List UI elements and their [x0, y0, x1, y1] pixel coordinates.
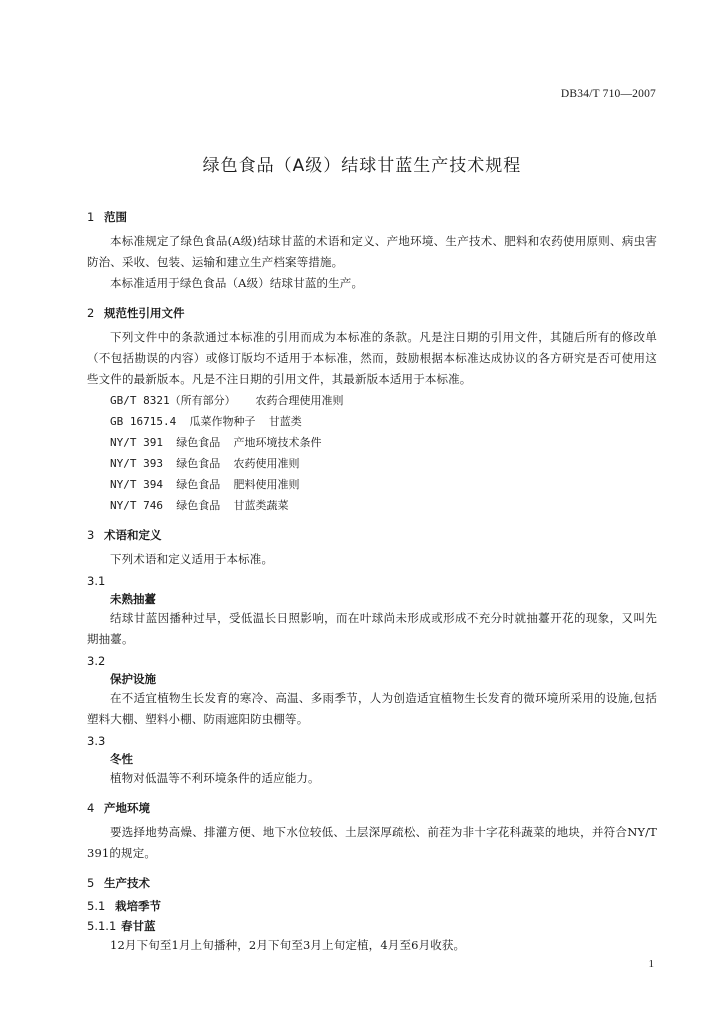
section-1-paragraph-2: 本标准适用于绿色食品（A级）结球甘蓝的生产。 — [110, 276, 364, 290]
section-2-heading — [87, 304, 657, 322]
reference-item: GB 16715.4 瓜菜作物种子 甘蓝类 — [110, 415, 302, 428]
page-number: 1 — [648, 958, 654, 970]
section-4-heading — [87, 799, 657, 817]
section-title: 产地环境 — [104, 801, 150, 815]
section-number: 1 — [87, 210, 95, 224]
reference-item: NY/T 393 绿色食品 农药使用准则 — [110, 457, 300, 470]
normative-references-list — [87, 390, 657, 516]
section-number: 2 — [87, 306, 95, 320]
standard-code: DB34/T 710—2007 — [560, 88, 656, 100]
section-number: 5.1 — [87, 899, 106, 913]
section-title: 规范性引用文件 — [104, 306, 185, 320]
term-definition: 结球甘蓝因播种过早，受低温长日照影响，而在叶球尚未形成或形成不充分时就抽薹开花的现象，又叫先期抽薹。 — [87, 611, 657, 646]
section-4-paragraph-1: 要选择地势高燥、排灌方便、地下水位较低、土层深厚疏松、前茬为非十字花科蔬菜的地块，并符合NY/T 391的规定。 — [87, 825, 657, 860]
section-title: 栽培季节 — [115, 899, 161, 913]
section-1-paragraph-1: 本标准规定了绿色食品(A级)结球甘蓝的术语和定义、产地环境、生产技术、肥料和农药使用原则、病虫害防治、采收、包装、运输和建立生产档案等措施。 — [87, 234, 657, 269]
section-number: 4 — [87, 801, 95, 815]
section-2-paragraph-1: 下列文件中的条款通过本标准的引用而成为本标准的条款。凡是注日期的引用文件，其随后所有的修改单（不包括勘误的内容）或修订版均不适用于本标准，然而，鼓励根据本标准达成协议的各方研究是否可使用这些文件的最新版本。凡是不注日期的引用文件，其最新版本适用于本标准。 — [87, 330, 657, 386]
subsection-5-1-1-heading — [87, 917, 657, 935]
document-title: 绿色食品（A级）结球甘蓝生产技术规程 — [202, 156, 522, 176]
reference-item: NY/T 394 绿色食品 肥料使用准则 — [110, 478, 300, 491]
term-number: 3.2 — [87, 654, 106, 668]
term-number: 3.3 — [87, 734, 106, 748]
section-title: 生产技术 — [104, 876, 150, 890]
subsection-5-1-1-paragraph: 12月下旬至1月上旬播种，2月下旬至3月上旬定植，4月至6月收获。 — [110, 938, 466, 952]
term-definition: 在不适宜植物生长发育的寒冷、高温、多雨季节，人为创造适宜植物生长发育的微环境所采用的设施,包括塑料大棚、塑料小棚、防雨遮阳防虫棚等。 — [87, 691, 657, 726]
term-definition: 植物对低温等不利环境条件的适应能力。 — [110, 771, 320, 785]
section-number: 5.1.1 — [87, 919, 117, 933]
term-name: 冬性 — [110, 752, 133, 766]
section-title: 范围 — [104, 210, 127, 224]
reference-item: GB/T 8321（所有部分） 农药合理使用准则 — [110, 394, 344, 407]
subsection-5-1-heading — [87, 897, 657, 915]
reference-item: NY/T 746 绿色食品 甘蓝类蔬菜 — [110, 499, 289, 512]
section-title: 术语和定义 — [104, 528, 162, 542]
section-3-paragraph-1: 下列术语和定义适用于本标准。 — [110, 552, 274, 566]
term-number: 3.1 — [87, 574, 106, 588]
term-name: 保护设施 — [110, 672, 156, 686]
term-name: 未熟抽薹 — [110, 592, 156, 606]
section-number: 5 — [87, 876, 95, 890]
section-title: 春甘蓝 — [121, 919, 156, 933]
section-1-heading — [87, 208, 657, 226]
reference-item: NY/T 391 绿色食品 产地环境技术条件 — [110, 436, 322, 449]
section-3-heading — [87, 526, 657, 544]
section-number: 3 — [87, 528, 95, 542]
section-5-heading — [87, 874, 657, 892]
document-body — [87, 208, 657, 956]
